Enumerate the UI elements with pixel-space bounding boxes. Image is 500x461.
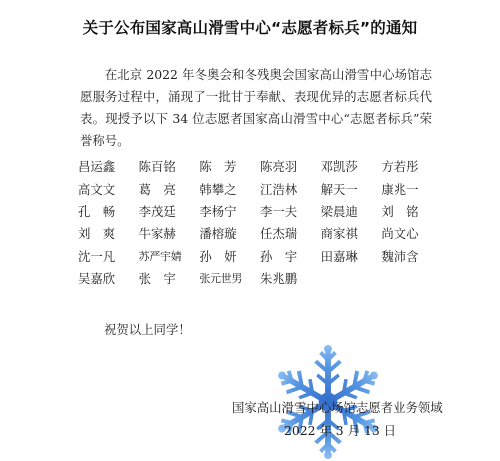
- honoree-name: 方若彤: [381, 159, 419, 175]
- honoree-name: 韩攀之: [199, 181, 237, 197]
- honoree-name: 田嘉琳: [320, 248, 358, 264]
- honoree-name: 高文文: [78, 181, 116, 197]
- name-row: [78, 200, 442, 222]
- name-row: [78, 222, 442, 244]
- honoree-name: 潘榕璇: [199, 226, 237, 242]
- honoree-name: 牛家赫: [138, 226, 176, 242]
- honoree-name: 刘 爽: [78, 226, 116, 242]
- honoree-name: 尚文心: [381, 226, 419, 242]
- congratulation-line: 祝贺以上同学！: [104, 322, 191, 337]
- honoree-name: 陈亮羽: [260, 159, 298, 175]
- honoree-name: 李茂廷: [138, 203, 176, 219]
- honoree-name: 孙 妍: [199, 248, 237, 264]
- honoree-name: 解天一: [320, 181, 358, 197]
- honoree-name: 朱兆鹏: [260, 271, 298, 287]
- signature-date: 2022 年 3 月 13 日: [284, 423, 397, 438]
- honoree-name: 邓凯莎: [320, 159, 358, 175]
- honoree-name: 张 宇: [138, 271, 176, 287]
- honoree-name-list: [78, 155, 442, 289]
- honoree-name: 葛 亮: [138, 181, 176, 197]
- honoree-name: 梁晨迪: [320, 203, 358, 219]
- honoree-name: 孙 宇: [260, 248, 298, 264]
- name-row: [78, 267, 442, 289]
- signature-organization: 国家高山滑雪中心场馆志愿者业务领域: [232, 400, 443, 415]
- honoree-name: 苏严宇婧: [138, 249, 182, 263]
- name-row: [78, 155, 442, 177]
- honoree-name: 江浩林: [260, 181, 298, 197]
- honoree-name: 吴嘉欣: [78, 271, 116, 287]
- notice-intro: 在北京 2022 年冬奥会和冬残奥会国家高山滑雪中心场馆志愿服务过程中，涌现了一批甘于奉献、表现优异的志愿者标兵代表。现授予以下 34 位志愿者国家高山滑雪中心“志愿者标兵”荣誉称号。: [80, 67, 432, 148]
- honoree-name: 孔 畅: [78, 203, 116, 219]
- notice-title: 关于公布国家高山滑雪中心“志愿者标兵”的通知: [82, 19, 418, 37]
- honoree-name: 康兆一: [381, 181, 419, 197]
- honoree-name: 李杨宁: [199, 203, 237, 219]
- honoree-name: 魏沛含: [381, 248, 419, 264]
- honoree-name: 任杰瑞: [260, 226, 298, 242]
- honoree-name: 商家祺: [320, 226, 358, 242]
- honoree-name: 李一夫: [260, 203, 298, 219]
- honoree-name: 张元世男: [199, 272, 243, 286]
- name-row: [78, 177, 442, 199]
- honoree-name: 昌运鑫: [78, 159, 116, 175]
- honoree-name: 沈一凡: [78, 248, 116, 264]
- name-row: [78, 245, 442, 267]
- honoree-name: 刘 铭: [381, 203, 419, 219]
- honoree-name: 陈 芳: [199, 159, 237, 175]
- honoree-name: 陈百铭: [138, 159, 176, 175]
